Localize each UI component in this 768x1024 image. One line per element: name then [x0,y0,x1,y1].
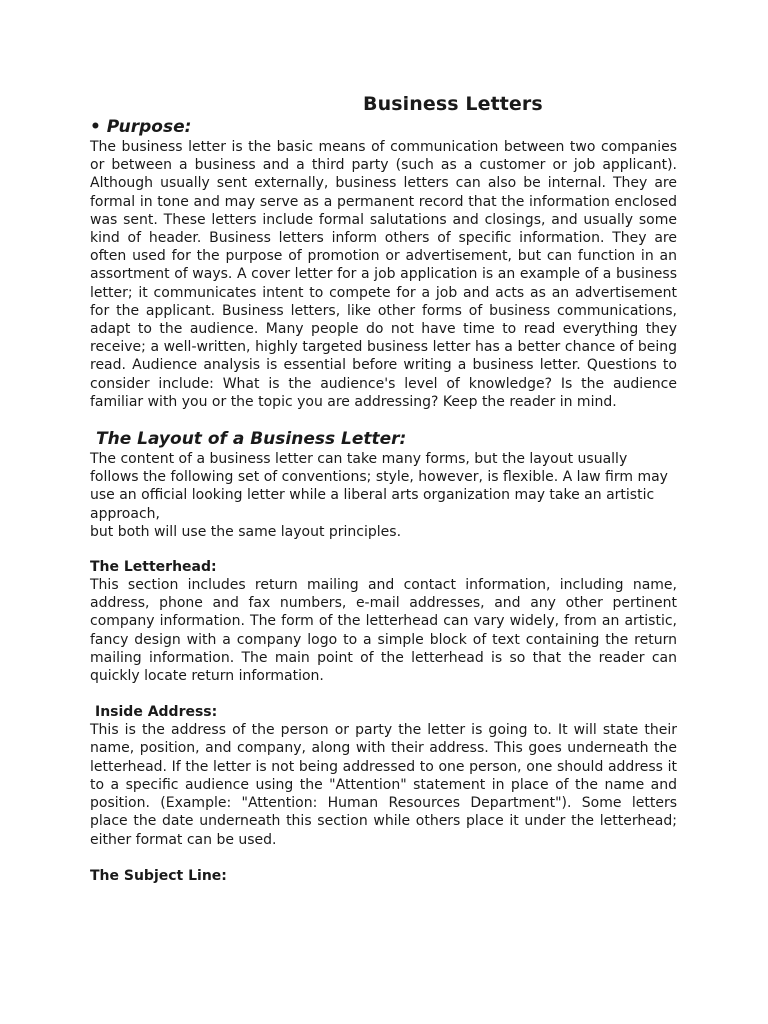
inside-address-paragraph: This is the address of the person or party the letter is going to. It will state their name, position, and company, along with their address. This goes underneath the letterhead. If the letter is not being addressed to one person, one should address it to a specific audience using the "Attention" statement in place of the name and position. (Example: "Attention: Human Resources Department"). Some letters place the date underneath this section while others place it under the letterhead; either format can be used. [90,722,677,848]
subject-line-heading: The Subject Line: [90,867,227,884]
inside-address-heading: Inside Address: [95,704,218,721]
letterhead-heading: The Letterhead: [90,559,217,576]
document-page [90,92,677,885]
layout-heading: The Layout of a Business Letter: [96,429,407,450]
letterhead-paragraph: This section includes return mailing and contact information, including name, address, phone and fax numbers, e-mail addresses, and any other pertinent company information. The form of the letterhead can vary widely, from an artistic, fancy design with a company logo to a simple block of text containing the return mailing information. The main point of the letterhead is so that the reader can quickly locate return information. [90,577,677,685]
layout-paragraph-line2: but both will use the same layout principles. [90,523,402,540]
bullet-icon: • [90,117,101,137]
purpose-heading [90,116,677,138]
purpose-paragraph: The business letter is the basic means of communication between two companies or between a business and a third party (such as a customer or job applicant). Although usually sent externally, business letters can also be internal. They are formal in tone and may serve as a permanent record that the information enclosed was sent. These letters include formal salutations and closings, and usually some kind of header. Business letters inform others of specific information. They are often used for the purpose of promotion or advertisement, but can function in an assortment of ways. A cover letter for a job application is an example of a business letter; it communicates intent to compete for a job and acts as an advertisement for the applicant. Business letters, like other forms of business communications, adapt to the audience. Many people do not have time to read everything they receive; a well-written, highly targeted business letter has a better chance of being read. Audience analysis is essential before writing a business letter. Questions to consider include: What is the audience's level of knowledge? Is the audience familiar with you or the topic you are addressing? Keep the reader in mind. [90,139,677,410]
document-title: Business Letters [363,93,543,115]
purpose-heading-text: Purpose: [106,117,192,137]
layout-paragraph [90,450,677,541]
layout-paragraph-line1: The content of a business letter can take many forms, but the layout usually follows the following set of conventions; style, however, is flexible. A law firm may use an official looking letter while a liberal arts organization may take an artistic approach, [90,451,668,522]
